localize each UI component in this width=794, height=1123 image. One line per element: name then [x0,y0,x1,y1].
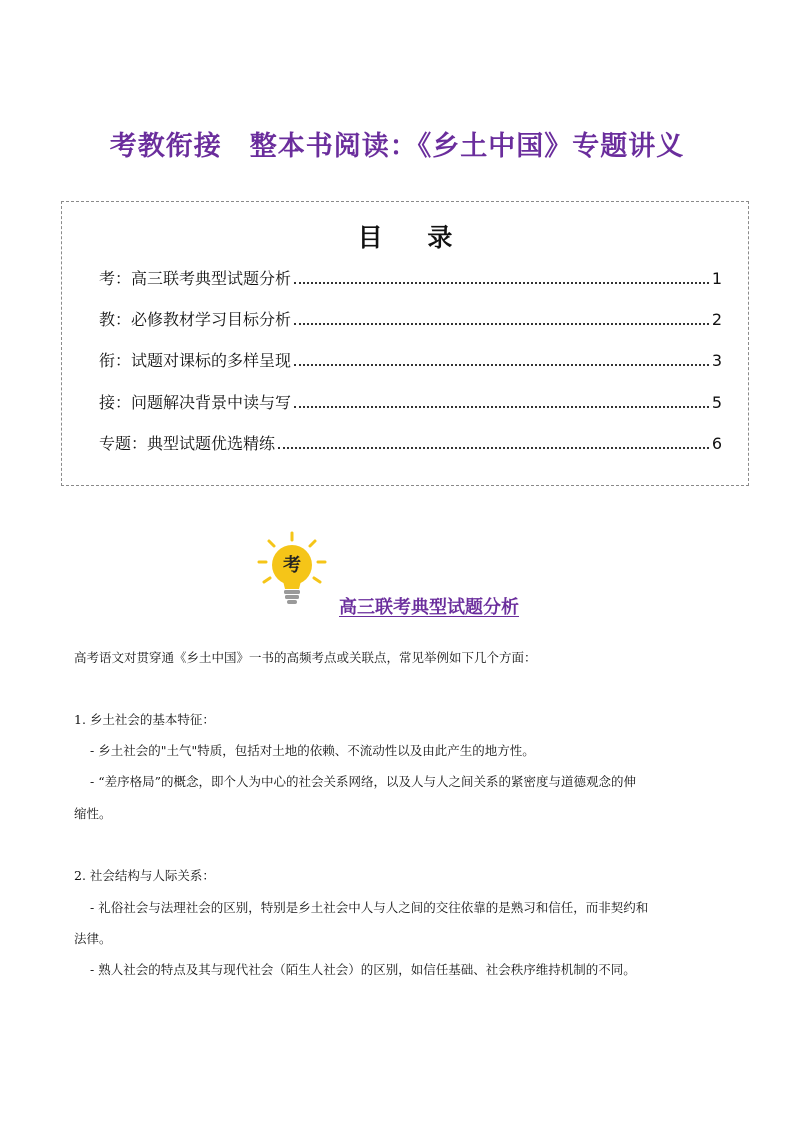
point-1-bullet-2: - “差序格局”的概念，即个人为中心的社会关系网络，以及人与人之间关系的紧密度与道德观念的伸 [90,774,636,789]
toc-leader-dots [294,363,709,366]
toc-entry-label: 衔：试题对课标的多样呈现 [99,351,292,370]
toc-entry-label: 接：问题解决背景中读与写 [99,393,292,412]
toc-heading: 目 录 [357,223,471,252]
point-1-bullet-2-cont: 缩性。 [74,806,112,821]
point-2-bullet-1-cont: 法律。 [74,931,112,946]
point-2-bullet-1: - 礼俗社会与法理社会的区别，特别是乡土社会中人与人之间的交往依靠的是熟习和信任，而非契约和 [90,900,649,915]
table-of-contents [61,201,749,486]
toc-entry[interactable] [99,390,722,412]
toc-leader-dots [294,405,709,408]
toc-leader-dots [294,281,709,284]
point-1-heading: 1. 乡土社会的基本特征： [74,712,215,727]
toc-entry[interactable] [99,431,722,453]
toc-entry-page: 5 [711,393,722,412]
toc-entry-page: 2 [711,310,722,329]
point-2-bullet-2: - 熟人社会的特点及其与现代社会（陌生人社会）的区别，如信任基础、社会秩序维持机制的不同。 [90,962,636,977]
bulb-neck [283,581,301,589]
toc-entry-label: 考：高三联考典型试题分析 [99,269,292,288]
bulb-base [284,590,300,594]
toc-entry-page: 1 [711,269,722,288]
toc-entry-label: 专题：典型试题优选精练 [99,434,276,453]
section-title: 高三联考典型试题分析 [339,597,519,618]
toc-entry[interactable] [99,348,722,370]
lightbulb-icon [255,531,329,611]
toc-entry-page: 6 [711,434,722,453]
point-2-heading: 2. 社会结构与人际关系： [74,868,215,883]
document-title: 考教衔接 整本书阅读：《乡土中国》专题讲义 [109,131,685,162]
section-badge-text: 考 [283,555,301,576]
toc-leader-dots [294,322,709,325]
toc-entry[interactable] [99,307,722,329]
toc-leader-dots [278,446,709,449]
intro-paragraph: 高考语文对贯穿通《乡土中国》一书的高频考点或关联点，常见举例如下几个方面： [74,650,537,665]
toc-entry-label: 教：必修教材学习目标分析 [99,310,292,329]
bulb-base [285,595,299,599]
toc-entry[interactable] [99,266,722,288]
point-1-bullet-1: - 乡土社会的"土气"特质，包括对土地的依赖、不流动性以及由此产生的地方性。 [90,743,535,758]
bulb-base [287,600,297,604]
toc-entry-page: 3 [711,351,722,370]
